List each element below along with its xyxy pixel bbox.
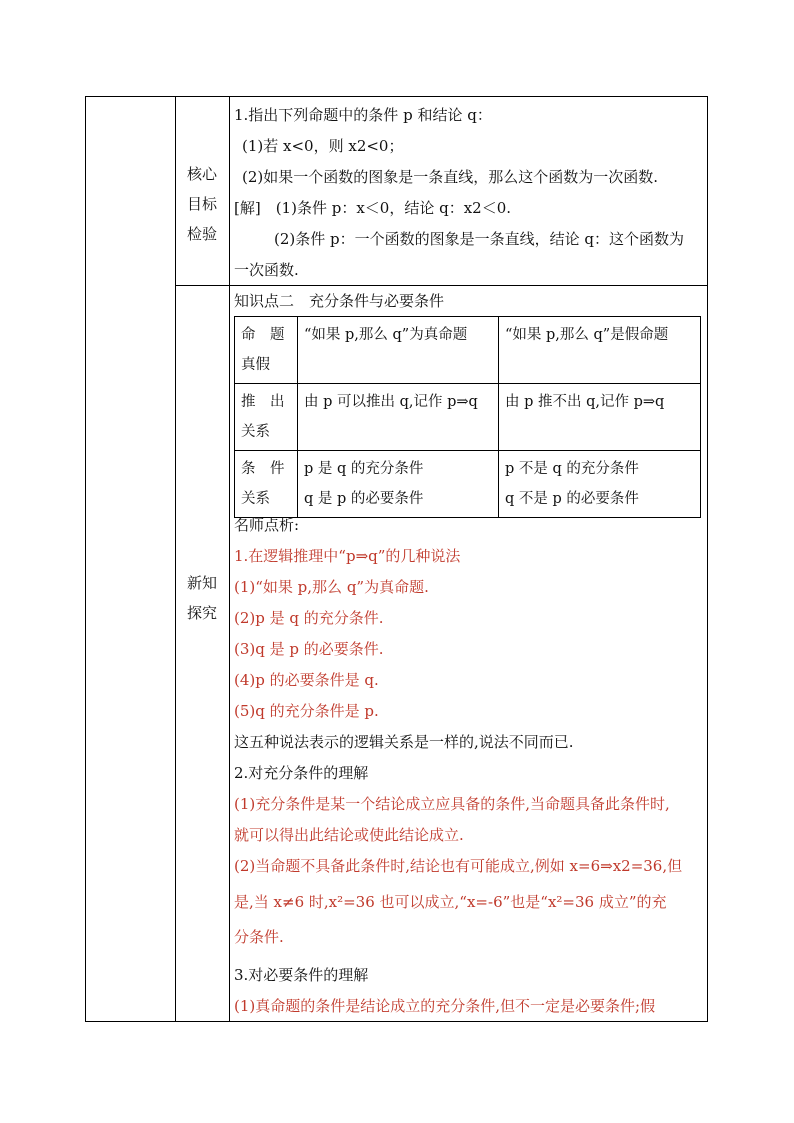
table-row: [235, 317, 701, 384]
text-line: 一次函数.: [234, 261, 299, 279]
table-head-cell: 推 出关系: [235, 384, 298, 451]
table-cell: “如果 p,那么 q”是假命题: [499, 317, 701, 384]
label-line: 目标: [186, 195, 217, 213]
text-line: [解] (1)条件 p：x＜0，结论 q：x2＜0.: [234, 199, 512, 217]
point3-line: (1)真命题的条件是结论成立的充分条件,但不一定是必要条件;假: [234, 997, 656, 1015]
point1-item: (5)q 的充分条件是 p.: [234, 702, 379, 720]
section1-content: [234, 100, 704, 286]
conditions-table: [234, 316, 701, 518]
table-head-cell: 命 题真假: [235, 317, 298, 384]
label-line: 核心: [186, 165, 217, 183]
point2-line: 就可以得出此结论或使此结论成立.: [234, 826, 464, 844]
analysis-title: 名师点析:: [234, 516, 300, 534]
point1-item: (4)p 的必要条件是 q.: [234, 671, 379, 689]
table-cell: 由 p 可以推出 q,记作 p⇒q: [298, 384, 499, 451]
cell-line: q 不是 p 的必要条件: [505, 491, 639, 507]
text-line: (2)条件 p：一个函数的图象是一条直线，结论 q：这个函数为: [274, 230, 684, 248]
point1-item: (2)p 是 q 的充分条件.: [234, 609, 384, 627]
label-line: 探究: [186, 604, 217, 622]
section1-label: [176, 159, 228, 249]
point2-line: (2)当命题不具备此条件时,结论也有可能成立,例如 x=6⇒x2=36,但: [234, 857, 683, 875]
table-cell: 由 p 推不出 q,记作 p⇒q: [499, 384, 701, 451]
table-cell: “如果 p,那么 q”为真命题: [298, 317, 499, 384]
point2-line: (1)充分条件是某一个结论成立应具备的条件,当命题具备此条件时,: [234, 795, 670, 813]
point1-title: 1.在逻辑推理中“p⇒q”的几种说法: [234, 547, 461, 565]
cell-line: p 是 q 的充分条件: [304, 461, 424, 477]
table-row: [235, 451, 701, 518]
text-line: (1)若 x<0，则 x2<0；: [242, 137, 404, 155]
column-divider-2: [229, 96, 230, 1022]
label-line: 新知: [186, 574, 217, 592]
knowledge-title: 知识点二 充分条件与必要条件: [234, 292, 445, 310]
text-line: 1.指出下列命题中的条件 p 和结论 q：: [234, 106, 492, 124]
point2-line: 分条件.: [234, 928, 284, 946]
point2-title: 2.对充分条件的理解: [234, 764, 369, 782]
point3-title: 3.对必要条件的理解: [234, 966, 369, 984]
table-row: [235, 384, 701, 451]
cell-line: p 不是 q 的充分条件: [505, 461, 639, 477]
label-line: 检验: [186, 225, 217, 243]
point1-item: (1)“如果 p,那么 q”为真命题.: [234, 578, 429, 596]
cell-line: q 是 p 的必要条件: [304, 491, 424, 507]
section2-label: [176, 568, 228, 628]
point1-summary: 这五种说法表示的逻辑关系是一样的,说法不同而已.: [234, 733, 574, 751]
table-cell: [298, 451, 499, 518]
text-line: (2)如果一个函数的图象是一条直线，那么这个函数为一次函数.: [242, 168, 659, 186]
point1-item: (3)q 是 p 的必要条件.: [234, 640, 384, 658]
analysis-content: [234, 510, 704, 1022]
table-cell: [499, 451, 701, 518]
point2-line: 是,当 x≠6 时,x²=36 也可以成立,“x=-6”也是“x²=36 成立”的充: [234, 893, 667, 911]
section2-title: [234, 286, 704, 317]
table-head-cell: 条 件关系: [235, 451, 298, 518]
